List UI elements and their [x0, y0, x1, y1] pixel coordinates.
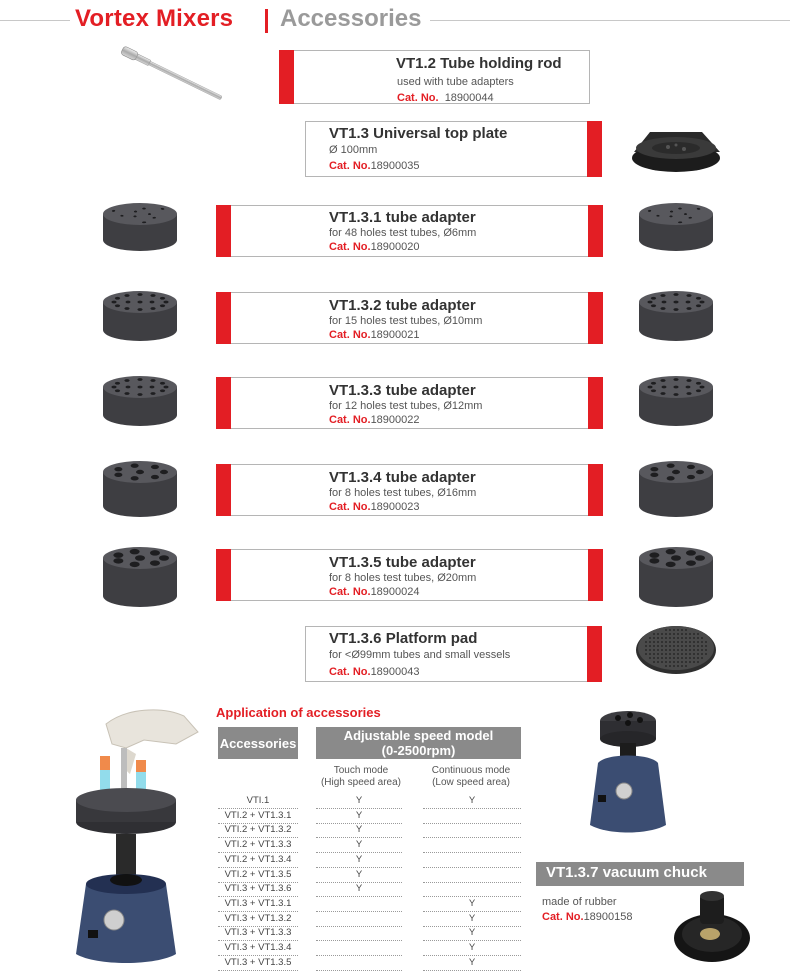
- touch-mode-cell: Y: [316, 823, 402, 838]
- accessory-cell: VTI.3 + VT1.3.1: [218, 897, 298, 912]
- vacuum-chuck-cat: Cat. No.18900158: [542, 911, 633, 923]
- accent-bar: [216, 549, 231, 601]
- product-desc: used with tube adapters: [397, 76, 514, 88]
- product-cat: Cat. No.18900020: [329, 241, 420, 253]
- product-card-vt1-3-5: [216, 549, 603, 601]
- table-row: [218, 853, 523, 868]
- product-card-vt1-2: [279, 50, 590, 104]
- table-row: [218, 794, 523, 809]
- product-desc: for 8 holes test tubes, Ø20mm: [329, 572, 477, 584]
- vacuum-chuck-image: [670, 888, 754, 968]
- product-desc: for 12 holes test tubes, Ø12mm: [329, 400, 483, 412]
- product-card-vt1-3-3: [216, 377, 603, 429]
- table-row: [218, 868, 523, 883]
- touch-mode-cell: Y: [316, 853, 402, 868]
- adapter-vt1-3-3-image: [636, 375, 716, 427]
- adapter-vt1-3-2-image: [636, 290, 716, 342]
- product-desc: for 15 holes test tubes, Ø10mm: [329, 315, 483, 327]
- vortex-mixer-with-adapter-image: [66, 704, 206, 972]
- vacuum-chuck-desc: made of rubber: [542, 896, 617, 908]
- accessory-cell: VTI.2 + VT1.3.4: [218, 853, 298, 868]
- continuous-mode-cell: Y: [423, 956, 521, 971]
- table-row: [218, 838, 523, 853]
- product-desc: Ø 100mm: [329, 144, 378, 156]
- adapter-vt1-3-4-image: [636, 460, 716, 518]
- product-cat: Cat. No.18900024: [329, 586, 420, 598]
- header-rule-left: [0, 20, 70, 21]
- product-title: VT1.3.6 Platform pad: [329, 630, 478, 647]
- continuous-mode-cell: Y: [423, 794, 521, 809]
- product-card-vt1-3: [305, 121, 602, 177]
- continuous-mode-cell: Y: [423, 912, 521, 927]
- adapter-vt1-3-2-image: [100, 290, 180, 342]
- product-title: VT1.2 Tube holding rod: [396, 55, 562, 72]
- speed-header-line2: (0-2500rpm): [381, 743, 456, 758]
- product-title: VT1.3.1 tube adapter: [329, 209, 476, 226]
- accessory-cell: VTI.2 + VT1.3.2: [218, 823, 298, 838]
- accent-bar: [216, 464, 231, 516]
- product-desc: for 8 holes test tubes, Ø16mm: [329, 487, 477, 499]
- adapter-vt1-3-5-image: [636, 546, 716, 608]
- accessory-cell: VTI.1: [218, 794, 298, 809]
- continuous-mode-header: Continuous mode (Low speed area): [431, 765, 511, 788]
- continuous-mode-cell: [423, 823, 521, 838]
- product-desc: for <Ø99mm tubes and small vessels: [329, 649, 511, 661]
- adapter-vt1-3-4-image: [100, 460, 180, 518]
- col-header-accessories: Accessories: [218, 727, 298, 759]
- continuous-mode-cell: Y: [423, 926, 521, 941]
- accessory-cell: VTI.2 + VT1.3.5: [218, 868, 298, 883]
- product-card-vt1-3-4: [216, 464, 603, 516]
- table-row: [218, 823, 523, 838]
- accent-bar: [216, 377, 231, 429]
- continuous-mode-cell: [423, 838, 521, 853]
- continuous-mode-cell: [423, 882, 521, 897]
- table-row: [218, 956, 523, 971]
- product-title: VT1.3.4 tube adapter: [329, 469, 476, 486]
- table-row: [218, 926, 523, 941]
- touch-mode-cell: [316, 897, 402, 912]
- col-header-speed: [316, 727, 521, 759]
- continuous-mode-cell: [423, 853, 521, 868]
- touch-mode-cell: Y: [316, 809, 402, 824]
- product-cat: Cat. No.18900043: [329, 666, 420, 678]
- table-row: [218, 809, 523, 824]
- accent-bar: [588, 549, 603, 601]
- vacuum-chuck-title: VT1.3.7 vacuum chuck: [536, 862, 744, 886]
- continuous-mode-cell: Y: [423, 941, 521, 956]
- product-cat: Cat. No. 18900044: [397, 92, 494, 104]
- page-title: Vortex Mixers: [75, 5, 234, 32]
- accessory-cell: VTI.3 + VT1.3.6: [218, 882, 298, 897]
- product-card-vt1-3-6: [305, 626, 602, 682]
- continuous-mode-cell: [423, 809, 521, 824]
- accent-bar: [588, 205, 603, 257]
- continuous-mode-cell: Y: [423, 897, 521, 912]
- application-title: Application of accessories: [216, 705, 381, 720]
- accent-bar: [587, 626, 602, 682]
- adapter-vt1-3-1-image: [636, 202, 716, 252]
- product-card-vt1-3-1: [216, 205, 603, 257]
- accessory-cell: VTI.2 + VT1.3.3: [218, 838, 298, 853]
- product-title: VT1.3.3 tube adapter: [329, 382, 476, 399]
- touch-mode-cell: [316, 926, 402, 941]
- section-title: Accessories: [280, 5, 422, 32]
- accent-bar: [588, 464, 603, 516]
- accessory-cell: VTI.2 + VT1.3.1: [218, 809, 298, 824]
- accent-bar: [216, 292, 231, 344]
- vortex-mixer-image: [584, 703, 672, 839]
- product-desc: for 48 holes test tubes, Ø6mm: [329, 227, 477, 239]
- accent-bar: [216, 205, 231, 257]
- touch-mode-header: Touch mode (High speed area): [320, 765, 402, 788]
- product-cat: Cat. No.18900023: [329, 501, 420, 513]
- touch-mode-cell: Y: [316, 882, 402, 897]
- adapter-vt1-3-3-image: [100, 375, 180, 427]
- touch-mode-cell: [316, 941, 402, 956]
- table-row: [218, 912, 523, 927]
- table-row: [218, 897, 523, 912]
- accessory-cell: VTI.3 + VT1.3.4: [218, 941, 298, 956]
- product-cat: Cat. No.18900021: [329, 329, 420, 341]
- accent-bar: [588, 377, 603, 429]
- continuous-mode-cell: [423, 868, 521, 883]
- accent-bar: [587, 121, 602, 177]
- accent-bar: [279, 50, 294, 104]
- tube-holding-rod-image: [118, 42, 230, 106]
- accessory-cell: VTI.3 + VT1.3.3: [218, 926, 298, 941]
- title-separator: [265, 9, 268, 33]
- speed-header-line1: Adjustable speed model: [343, 728, 494, 743]
- adapter-vt1-3-1-image: [100, 202, 180, 252]
- touch-mode-cell: [316, 912, 402, 927]
- product-title: VT1.3.5 tube adapter: [329, 554, 476, 571]
- product-cat: Cat. No.18900022: [329, 414, 420, 426]
- accessory-cell: VTI.3 + VT1.3.2: [218, 912, 298, 927]
- accessory-cell: VTI.3 + VT1.3.5: [218, 956, 298, 971]
- accent-bar: [588, 292, 603, 344]
- header-rule: [430, 20, 790, 21]
- product-title: VT1.3 Universal top plate: [329, 125, 508, 142]
- touch-mode-cell: [316, 956, 402, 971]
- adapter-vt1-3-5-image: [100, 546, 180, 608]
- table-row: [218, 882, 523, 897]
- touch-mode-cell: Y: [316, 838, 402, 853]
- product-title: VT1.3.2 tube adapter: [329, 297, 476, 314]
- platform-pad-image: [634, 618, 718, 678]
- touch-mode-cell: Y: [316, 868, 402, 883]
- product-cat: Cat. No.18900035: [329, 160, 420, 172]
- universal-top-plate-image: [628, 118, 724, 178]
- product-card-vt1-3-2: [216, 292, 603, 344]
- touch-mode-cell: Y: [316, 794, 402, 809]
- table-row: [218, 941, 523, 956]
